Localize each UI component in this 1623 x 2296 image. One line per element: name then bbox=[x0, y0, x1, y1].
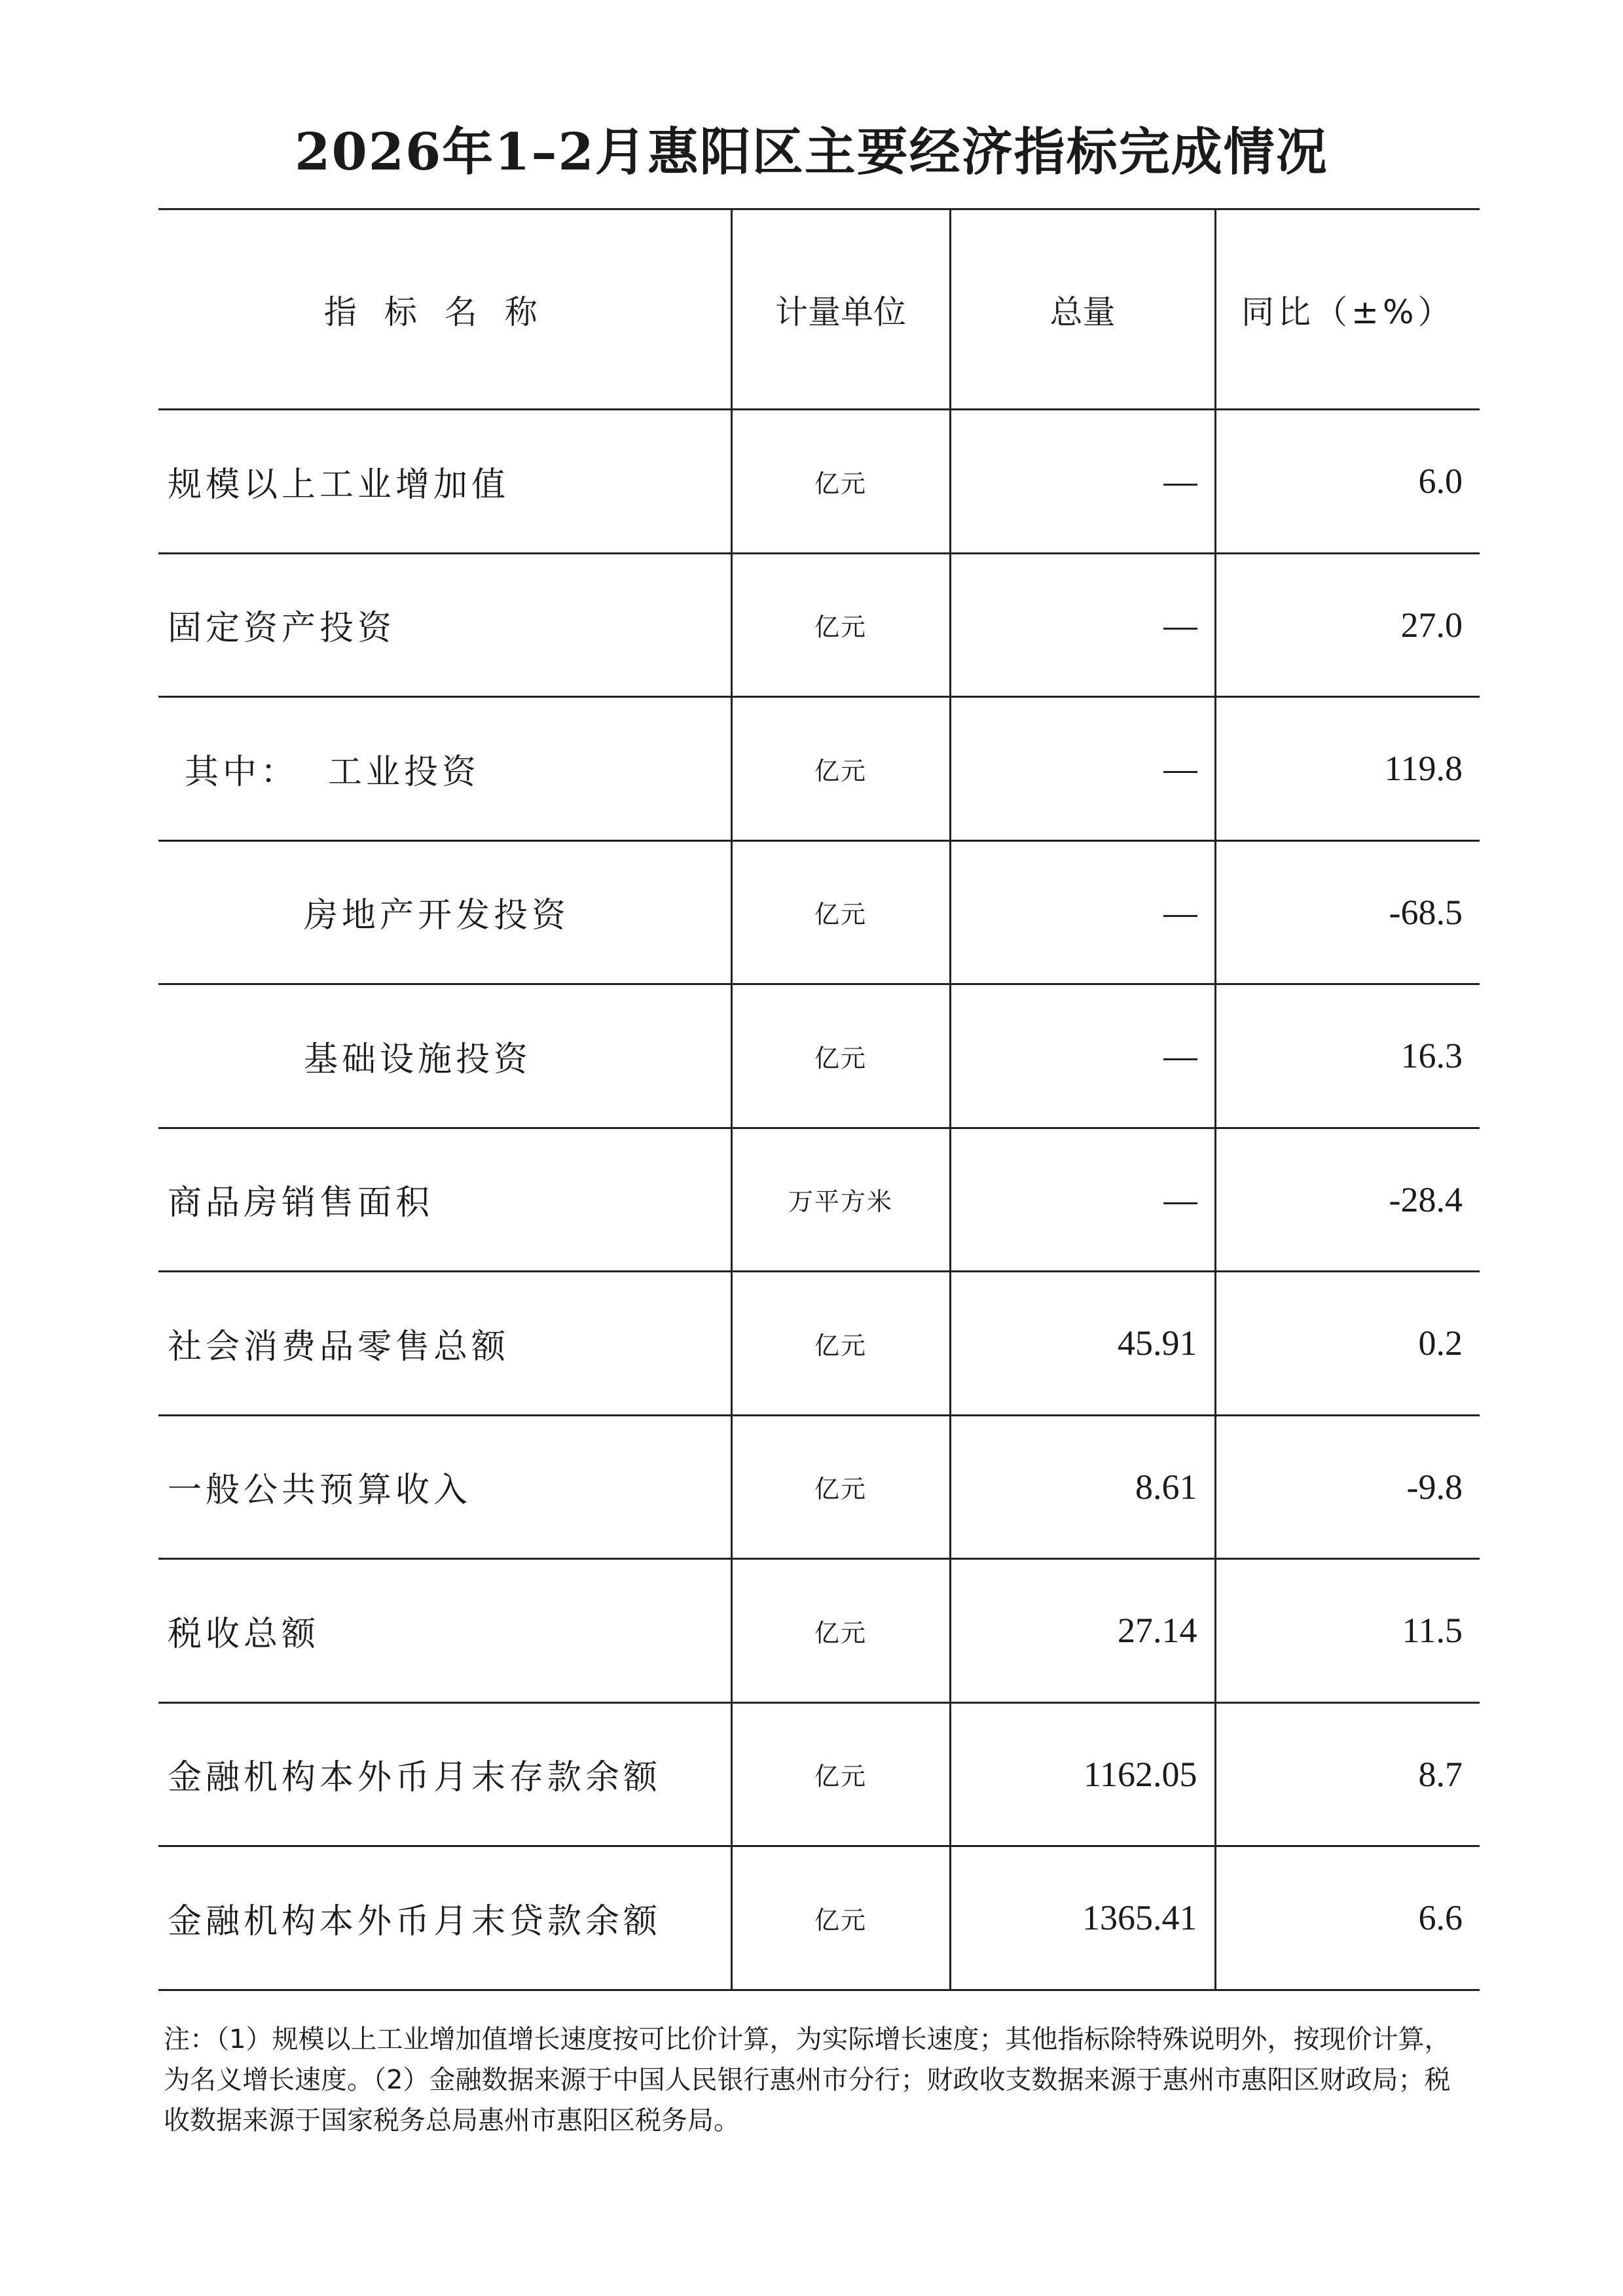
indicator-name: 固定资产投资 bbox=[158, 553, 731, 697]
header-indicator-name: 指标名称 bbox=[158, 209, 731, 410]
indicators-table bbox=[158, 208, 1480, 1991]
empty-dash bbox=[1163, 915, 1197, 917]
empty-dash bbox=[1163, 484, 1197, 486]
indicator-total bbox=[950, 697, 1215, 841]
indicator-name: 规模以上工业增加值 bbox=[158, 410, 731, 554]
empty-dash bbox=[1163, 771, 1197, 773]
indicator-unit: 亿元 bbox=[731, 1272, 950, 1416]
table-header-row bbox=[158, 209, 1480, 410]
indicator-total: 45.91 bbox=[950, 1272, 1215, 1416]
indicator-yoy: 119.8 bbox=[1215, 697, 1480, 841]
indicator-unit: 亿元 bbox=[731, 1846, 950, 1990]
indicator-name: 税收总额 bbox=[158, 1559, 731, 1703]
indicator-total: 27.14 bbox=[950, 1559, 1215, 1703]
indicator-unit: 亿元 bbox=[731, 553, 950, 697]
indicator-yoy: 6.0 bbox=[1215, 410, 1480, 554]
indicator-total bbox=[950, 410, 1215, 554]
indicator-unit: 亿元 bbox=[731, 840, 950, 984]
indicator-yoy: 6.6 bbox=[1215, 1846, 1480, 1990]
header-yoy: 同比（±%） bbox=[1215, 209, 1480, 410]
indicator-name: 基础设施投资 bbox=[158, 984, 731, 1128]
indicator-total: 1365.41 bbox=[950, 1846, 1215, 1990]
header-total: 总量 bbox=[950, 209, 1215, 410]
indicator-name: 一般公共预算收入 bbox=[158, 1415, 731, 1559]
table-row bbox=[158, 1559, 1480, 1703]
indicator-yoy: -68.5 bbox=[1215, 840, 1480, 984]
table-row bbox=[158, 697, 1480, 841]
table-row bbox=[158, 984, 1480, 1128]
empty-dash bbox=[1163, 628, 1197, 630]
table-row bbox=[158, 1272, 1480, 1416]
indicator-name: 其中： 工业投资 bbox=[158, 697, 731, 841]
indicator-yoy: 8.7 bbox=[1215, 1702, 1480, 1846]
indicator-total bbox=[950, 553, 1215, 697]
indicator-yoy: -28.4 bbox=[1215, 1128, 1480, 1272]
indicator-total: 1162.05 bbox=[950, 1702, 1215, 1846]
indicator-name: 金融机构本外币月末贷款余额 bbox=[158, 1846, 731, 1990]
page-title: 2026年1–2月惠阳区主要经济指标完成情况 bbox=[295, 122, 1328, 182]
indicator-name: 商品房销售面积 bbox=[158, 1128, 731, 1272]
indicator-unit: 亿元 bbox=[731, 1702, 950, 1846]
indicator-unit: 亿元 bbox=[731, 1559, 950, 1703]
table-row bbox=[158, 1846, 1480, 1990]
indicator-name: 房地产开发投资 bbox=[158, 840, 731, 984]
indicator-unit: 亿元 bbox=[731, 1415, 950, 1559]
header-unit: 计量单位 bbox=[731, 209, 950, 410]
indicator-total bbox=[950, 984, 1215, 1128]
indicator-name: 金融机构本外币月末存款余额 bbox=[158, 1702, 731, 1846]
indicator-yoy: 16.3 bbox=[1215, 984, 1480, 1128]
indicator-total bbox=[950, 840, 1215, 984]
indicator-total bbox=[950, 1128, 1215, 1272]
footnote: 注：（1）规模以上工业增加值增长速度按可比价计算，为实际增长速度；其他指标除特殊说明外，按现价计算，为名义增长速度。（2）金融数据来源于中国人民银行惠州市分行；财政收支数据来源于惠州市惠阳区财政局；税收数据来源于国家税务总局惠州市惠阳区税务局。 bbox=[164, 2024, 1451, 2136]
indicator-yoy: 27.0 bbox=[1215, 553, 1480, 697]
table-row bbox=[158, 1702, 1480, 1846]
indicator-name: 社会消费品零售总额 bbox=[158, 1272, 731, 1416]
indicator-unit: 亿元 bbox=[731, 697, 950, 841]
indicator-unit: 亿元 bbox=[731, 984, 950, 1128]
table-row bbox=[158, 1415, 1480, 1559]
empty-dash bbox=[1163, 1058, 1197, 1060]
indicator-unit: 亿元 bbox=[731, 410, 950, 554]
table-row bbox=[158, 553, 1480, 697]
indicator-yoy: 0.2 bbox=[1215, 1272, 1480, 1416]
indicator-unit: 万平方米 bbox=[731, 1128, 950, 1272]
empty-dash bbox=[1163, 1202, 1197, 1204]
table-row bbox=[158, 1128, 1480, 1272]
indicator-yoy: 11.5 bbox=[1215, 1559, 1480, 1703]
table-row bbox=[158, 840, 1480, 984]
table-row bbox=[158, 410, 1480, 554]
indicator-yoy: -9.8 bbox=[1215, 1415, 1480, 1559]
indicator-total: 8.61 bbox=[950, 1415, 1215, 1559]
